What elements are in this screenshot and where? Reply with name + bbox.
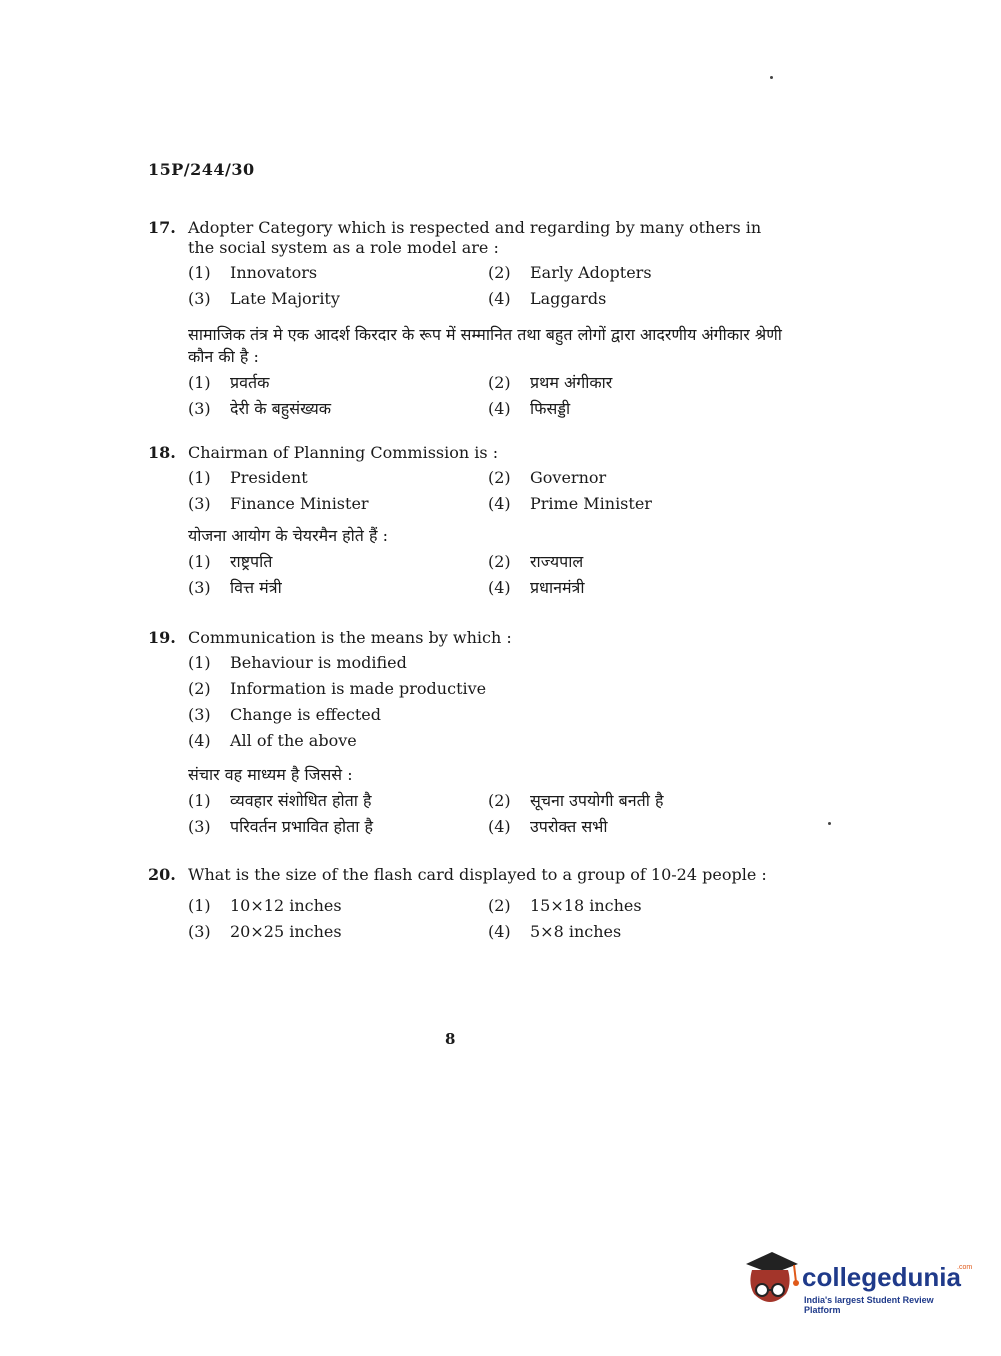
- brand-name: collegedunia: [802, 1262, 961, 1292]
- question-number: 17.: [148, 218, 176, 237]
- question-18: [148, 443, 788, 599]
- scan-speck: [828, 822, 831, 825]
- hindi-option-4: (4) उपरोक्त सभी: [488, 817, 608, 836]
- options: [188, 262, 788, 310]
- hindi-option-2: (2) राज्यपाल: [488, 552, 584, 571]
- paper-code: 15P/244/30: [148, 160, 255, 179]
- options: [188, 467, 788, 515]
- hindi-question-text: सामाजिक तंत्र मे एक आदर्श किरदार के रूप में सम्मानित तथा बहुत लोगों द्वारा आदरणीय अंगीकार श्रेणी कौन की है :: [188, 325, 782, 366]
- brand-tagline: India's largest Student Review Platform: [804, 1295, 934, 1315]
- option-2: (2) Information is made productive: [188, 679, 487, 698]
- option-4: (4) Prime Minister: [488, 494, 652, 513]
- hindi-option-4: (4) प्रधानमंत्री: [488, 578, 585, 597]
- options: [188, 652, 788, 752]
- question-text: Chairman of Planning Commission is :: [188, 443, 499, 462]
- question-number: 19.: [148, 628, 176, 647]
- question-17: [148, 218, 788, 420]
- option-1: (1) President: [188, 468, 308, 487]
- option-1: (1) Innovators: [188, 263, 318, 282]
- question-20: [148, 865, 788, 943]
- hindi-option-2: (2) सूचना उपयोगी बनती है: [488, 791, 664, 810]
- hindi-question-text: संचार वह माध्यम है जिससे :: [188, 765, 353, 784]
- option-1: (1) Behaviour is modified: [188, 653, 407, 672]
- brand-suffix: .com: [957, 1264, 973, 1271]
- option-4: (4) 5×8 inches: [488, 922, 622, 941]
- option-1: (1) 10×12 inches: [188, 896, 342, 915]
- question-number: 18.: [148, 443, 176, 462]
- hindi-option-1: (1) व्यवहार संशोधित होता है: [188, 791, 372, 810]
- hindi-options: [188, 790, 788, 838]
- question-number: 20.: [148, 865, 176, 884]
- option-3: (3) Late Majority: [188, 289, 340, 308]
- option-2: (2) Early Adopters: [488, 263, 652, 282]
- question-text: Communication is the means by which :: [188, 628, 512, 647]
- option-3: (3) 20×25 inches: [188, 922, 342, 941]
- hindi-question-text: योजना आयोग के चेयरमैन होते हैं :: [188, 526, 388, 545]
- page-number: 8: [445, 1030, 456, 1048]
- option-4: (4) Laggards: [488, 289, 607, 308]
- option-3: (3) Finance Minister: [188, 494, 369, 513]
- option-2: (2) Governor: [488, 468, 607, 487]
- question-text: Adopter Category which is respected and regarding by many others in the social system as a role model are :: [188, 218, 762, 257]
- option-3: (3) Change is effected: [188, 705, 382, 724]
- hindi-option-3: (3) देरी के बहुसंख्यक: [188, 399, 332, 418]
- option-2: (2) 15×18 inches: [488, 896, 642, 915]
- mascot-icon: [742, 1250, 800, 1314]
- hindi-option-1: (1) प्रवर्तक: [188, 373, 270, 392]
- collegedunia-logo: [742, 1250, 972, 1314]
- question-text: What is the size of the flash card displayed to a group of 10-24 people :: [188, 865, 767, 884]
- hindi-options: [188, 372, 788, 420]
- hindi-options: [188, 551, 788, 599]
- hindi-option-4: (4) फिसड्डी: [488, 399, 571, 418]
- question-19: [148, 628, 788, 838]
- scan-speck: [770, 76, 773, 79]
- hindi-option-3: (3) वित्त मंत्री: [188, 578, 282, 597]
- hindi-option-1: (1) राष्ट्रपति: [188, 552, 273, 571]
- hindi-option-2: (2) प्रथम अंगीकार: [488, 373, 613, 392]
- options: [188, 895, 788, 943]
- hindi-option-3: (3) परिवर्तन प्रभावित होता है: [188, 817, 373, 836]
- option-4: (4) All of the above: [188, 731, 357, 750]
